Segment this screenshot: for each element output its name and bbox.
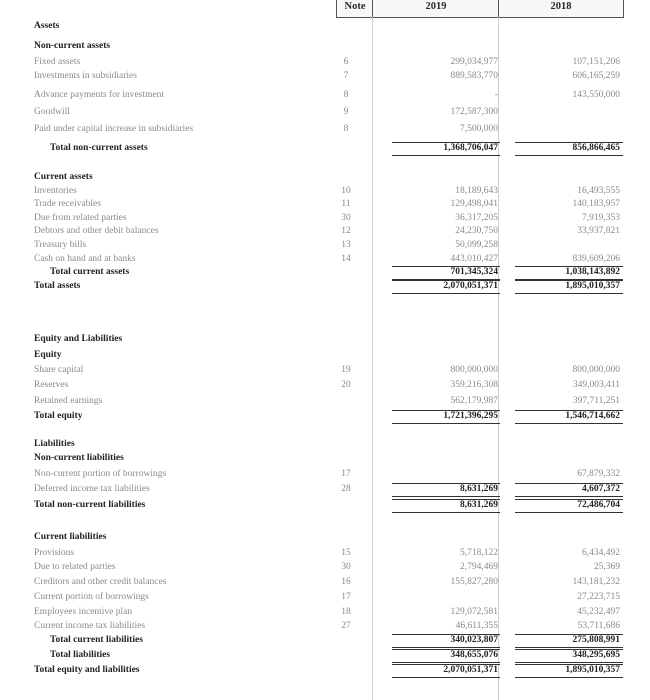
table-row [0,254,650,265]
row-label: Retained earnings [34,396,103,406]
table-row [0,350,650,361]
row-label: Fixed assets [34,57,81,67]
value-2018: 6,434,492 [582,548,620,558]
table-row [0,71,650,82]
value-2019: 1,368,706,047 [443,143,498,153]
value-2018: 606,165,259 [572,71,620,81]
value-2019: 2,070,051,371 [443,665,498,675]
table-row [0,186,650,197]
row-label: Advance payments for investment [34,90,165,100]
total-underline [392,649,500,663]
row-label: Total equity [34,411,83,421]
table-row [0,577,650,588]
total-underline [515,142,623,156]
value-2019: 2,070,051,371 [443,281,498,291]
row-label: Investments in subsidiaries [34,71,137,81]
row-label: Total current liabilities [50,635,143,645]
value-2018: 143,550,000 [572,90,620,100]
value-2018: 1,546,714,662 [565,411,620,421]
row-note: 9 [343,107,349,117]
value-2019: 1,721,396,295 [443,411,498,421]
row-note: 13 [341,240,351,250]
row-note: 6 [343,57,349,67]
value-2019: 7,500,000 [460,124,498,134]
row-label: Equity and Liabilities [34,334,123,344]
row-label: Trade receivables [34,199,101,209]
header-2018: 2018 [498,0,624,18]
row-label: Total non-current liabilities [34,500,146,510]
row-label: Assets [34,21,60,31]
value-2018: 25,369 [593,562,620,572]
value-2019: - [494,90,498,100]
total-underline [515,649,623,663]
value-2018: 67,879,332 [577,469,620,479]
table-row [0,607,650,618]
row-note: 28 [341,484,351,494]
value-2019: 340,023,807 [450,635,498,645]
value-2019: 562,179,987 [450,396,498,406]
total-underline [392,664,500,678]
value-2019: 46,611,355 [455,621,498,631]
value-2018: 856,866,465 [572,143,620,153]
value-2019: 443,010,427 [450,254,498,264]
row-note: 11 [341,199,351,209]
row-label: Inventories [34,186,77,196]
value-2018: 839,609,206 [572,254,620,264]
value-2019: 155,827,280 [450,577,498,587]
table-row [0,380,650,391]
row-label: Current income tax liabilities [34,621,146,631]
header-note: Note [336,0,374,18]
row-label: Employees incentive plan [34,607,133,617]
table-row [0,21,650,32]
value-2019: 2,794,469 [460,562,498,572]
total-underline [515,266,623,280]
total-underline [392,142,500,156]
table-row [0,107,650,118]
row-label: Share capital [34,365,84,375]
value-2018: 349,003,411 [572,380,620,390]
row-label: Non-current liabilities [34,453,124,463]
row-label: Total non-current assets [50,143,148,153]
header-2019: 2019 [372,0,500,18]
row-note: 17 [341,592,351,602]
value-2018: 1,895,010,357 [565,665,620,675]
row-label: Paid under capital increase in subsidiaries [34,124,194,134]
row-note: 15 [341,548,351,558]
row-label: Treasury bills [34,240,87,250]
table-row [0,334,650,345]
value-2019: 8,631,269 [460,500,498,510]
value-2018: 7,919,353 [582,213,620,223]
value-2018: 1,895,010,357 [565,281,620,291]
value-2019: 172,587,300 [450,107,498,117]
table-row [0,172,650,183]
total-underline [515,664,623,678]
value-2018: 33,937,821 [577,226,620,236]
row-label: Cash on hand and at banks [34,254,136,264]
value-2019: 50,099,258 [455,240,498,250]
row-note: 10 [341,186,351,196]
table-row [0,124,650,135]
value-2018: 27,223,715 [577,592,620,602]
total-underline [392,280,500,294]
row-note: 30 [341,562,351,572]
table-row [0,592,650,603]
value-2018: 1,038,143,892 [565,267,620,277]
row-note: 27 [341,621,351,631]
row-label: Equity [34,350,62,360]
value-2019: 129,498,041 [450,199,498,209]
total-underline [515,410,623,424]
table-row [0,621,650,632]
table-row [0,57,650,68]
table-row [0,453,650,464]
value-2019: 299,034,977 [450,57,498,67]
row-label: Creditors and other credit balances [34,577,167,587]
total-underline [392,483,500,497]
table-row [0,226,650,237]
row-label: Non-current assets [34,41,111,51]
row-note: 19 [341,365,351,375]
value-2019: 800,000,000 [450,365,498,375]
table-row [0,548,650,559]
row-note: 16 [341,577,351,587]
row-note: 8 [343,90,349,100]
value-2019: 889,583,770 [450,71,498,81]
row-note: 7 [343,71,349,81]
row-label: Due from related parties [34,213,127,223]
row-note: 14 [341,254,351,264]
table-row [0,365,650,376]
row-note: 8 [343,124,349,134]
total-underline [392,410,500,424]
row-label: Non-current portion of borrowings [34,469,167,479]
row-label: Total liabilities [50,650,111,660]
value-2018: 4,607,372 [582,484,620,494]
total-underline [515,483,623,497]
row-note: 12 [341,226,351,236]
value-2018: 53,711,686 [577,621,620,631]
value-2019: 24,230,750 [455,226,498,236]
value-2019: 5,718,122 [460,548,498,558]
table-row [0,240,650,251]
table-row [0,41,650,52]
row-note: 20 [341,380,351,390]
row-label: Debtors and other debit balances [34,226,159,236]
row-label: Current assets [34,172,93,182]
total-underline [515,499,623,513]
table-row [0,469,650,480]
value-2019: 8,631,269 [460,484,498,494]
total-underline [392,499,500,513]
row-label: Total current assets [50,267,130,277]
value-2019: 359,216,308 [450,380,498,390]
row-label: Total equity and liabilities [34,665,140,675]
total-underline [392,634,500,648]
value-2018: 275,808,991 [572,635,620,645]
total-underline [515,634,623,648]
value-2018: 397,711,251 [572,396,620,406]
row-label: Liabilities [34,439,75,449]
value-2019: 701,345,324 [450,267,498,277]
total-underline [392,266,500,280]
row-note: 17 [341,469,351,479]
value-2018: 72,486,704 [577,500,620,510]
total-underline [515,280,623,294]
table-row [0,90,650,101]
value-2018: 45,232,497 [577,607,620,617]
table-row [0,562,650,573]
row-label: Goodwill [34,107,70,117]
row-note: 18 [341,607,351,617]
value-2019: 129,072,581 [450,607,498,617]
table-row [0,396,650,407]
row-label: Reserves [34,380,69,390]
value-2019: 348,655,076 [450,650,498,660]
table-row [0,199,650,210]
value-2018: 140,183,957 [572,199,620,209]
row-label: Current liabilities [34,532,107,542]
value-2018: 800,000,000 [572,365,620,375]
value-2018: 16,493,555 [577,186,620,196]
value-2018: 143,181,232 [572,577,620,587]
value-2018: 348,295,695 [572,650,620,660]
table-row [0,532,650,543]
row-label: Deferred income tax liabilities [34,484,150,494]
row-note: 30 [341,213,351,223]
value-2019: 36,317,205 [455,213,498,223]
value-2018: 107,151,206 [572,57,620,67]
value-2019: 18,189,643 [455,186,498,196]
row-label: Current portion of borrowings [34,592,149,602]
table-row [0,213,650,224]
table-row [0,439,650,450]
row-label: Provisions [34,548,75,558]
row-label: Due to related parties [34,562,116,572]
row-label: Total assets [34,281,81,291]
